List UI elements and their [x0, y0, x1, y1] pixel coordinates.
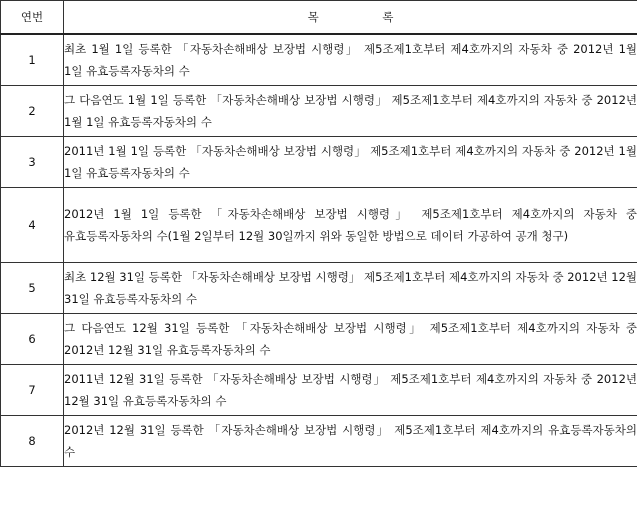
table-row	[1, 416, 637, 467]
table-row	[1, 263, 637, 314]
column-header-title-text: 목 록	[307, 10, 394, 24]
table-row	[1, 188, 637, 263]
row-number: 7	[1, 365, 64, 416]
row-number: 4	[1, 188, 64, 263]
row-number: 6	[1, 314, 64, 365]
row-description: 2012년 12월 31일 등록한 「자동차손해배상 보장법 시행령」 제5조제1호부터 제4호까지의 유효등록자동차의 수	[64, 416, 637, 467]
row-description: 최초 12월 31일 등록한 「자동차손해배상 보장법 시행령」 제5조제1호부터 제4호까지의 자동차 중 2012년 12월 31일 유효등록자동차의 수	[64, 263, 637, 314]
row-number: 3	[1, 137, 64, 188]
row-number: 8	[1, 416, 64, 467]
column-header-title	[64, 1, 637, 35]
row-description: 최초 1월 1일 등록한 「자동차손해배상 보장법 시행령」 제5조제1호부터 제4호까지의 자동차 중 2012년 1월 1일 유효등록자동차의 수	[64, 34, 637, 86]
row-description: 그 다음연도 1월 1일 등록한 「자동차손해배상 보장법 시행령」 제5조제1호부터 제4호까지의 자동차 중 2012년 1월 1일 유효등록자동차의 수	[64, 86, 637, 137]
table-row	[1, 365, 637, 416]
row-number: 2	[1, 86, 64, 137]
table-row	[1, 137, 637, 188]
table-row	[1, 34, 637, 86]
column-header-number: 연번	[1, 1, 64, 35]
row-description: 2011년 12월 31일 등록한 「자동차손해배상 보장법 시행령」 제5조제1호부터 제4호까지의 자동차 중 2012년 12월 31일 유효등록자동차의 수	[64, 365, 637, 416]
table-row	[1, 86, 637, 137]
row-number: 1	[1, 34, 64, 86]
row-description: 2011년 1월 1일 등록한 「자동차손해배상 보장법 시행령」 제5조제1호부터 제4호까지의 자동차 중 2012년 1월 1일 유효등록자동차의 수	[64, 137, 637, 188]
row-description: 그 다음연도 12월 31일 등록한 「자동차손해배상 보장법 시행령」 제5조제1호부터 제4호까지의 자동차 중 2012년 12월 31일 유효등록자동차의 수	[64, 314, 637, 365]
row-description: 2012년 1월 1일 등록한 「자동차손해배상 보장법 시행령」 제5조제1호부터 제4호까지의 자동차 중 유효등록자동차의 수(1월 2일부터 12월 30일까지 위와 동일한 방법으로 데이터 가공하여 공개 청구)	[64, 188, 637, 263]
header-row	[1, 1, 637, 35]
table-row	[1, 314, 637, 365]
row-number: 5	[1, 263, 64, 314]
